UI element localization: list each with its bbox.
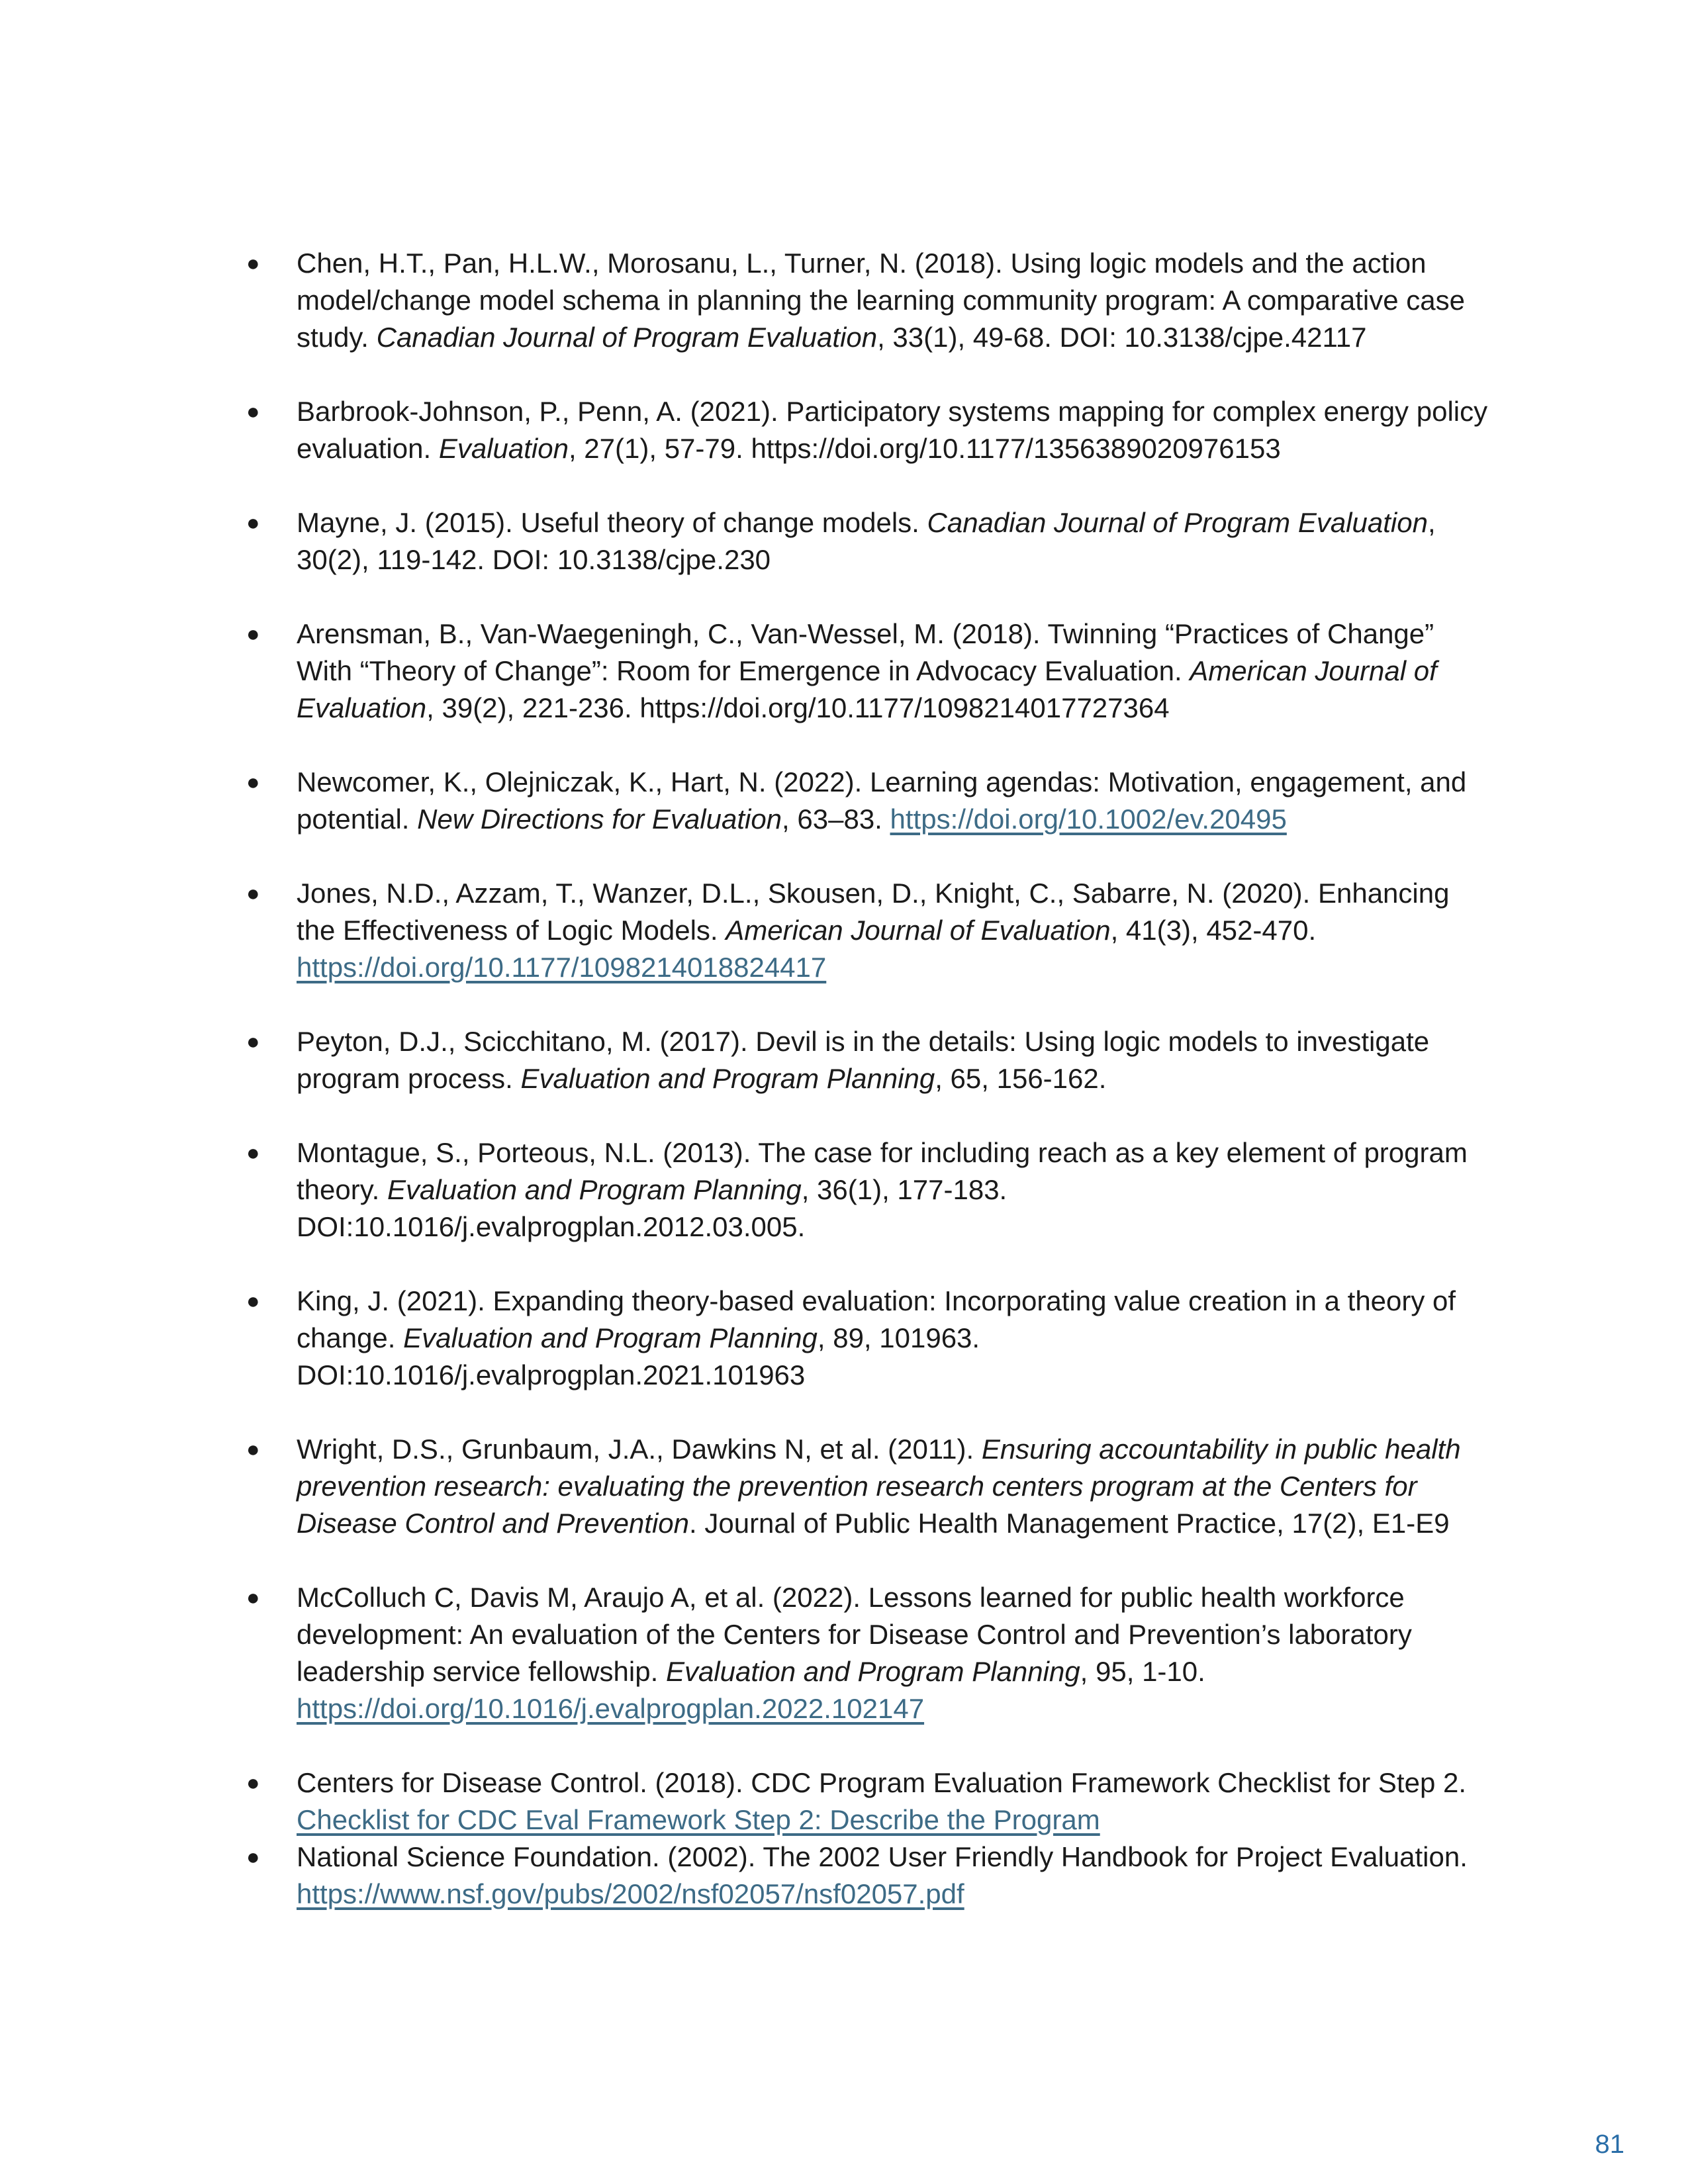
reference-link[interactable]: https://doi.org/10.1002/ev.20495 — [890, 803, 1287, 835]
bullet-icon: ● — [246, 1140, 260, 1165]
reference-details: , 33(1), 49-68. DOI: 10.3138/cjpe.42117 — [877, 322, 1367, 353]
reference-text: Centers for Disease Control. (2018). CDC Program Evaluation Framework Checklist for Step 2. — [297, 1767, 1466, 1798]
reference-link[interactable]: https://doi.org/10.1177/1098214018824417 — [297, 952, 827, 983]
reference-text: McColluch C, Davis M, Araujo A, et al. (2022). Lessons learned for public health workforce development: An evaluation of the Centers for Disease Control and Prevention’s laboratory leadership service fellowship. — [297, 1582, 1412, 1687]
reference-link[interactable]: Checklist for CDC Eval Framework Step 2: Describe the Program — [297, 1804, 1100, 1835]
bullet-icon: ● — [246, 1029, 260, 1054]
reference-text: Chen, H.T., Pan, H.L.W., Morosanu, L., Turner, N. (2018). Using logic models and the action model/change model schema in planning the learning community program: A comparative case study. — [297, 248, 1465, 353]
reference-text: King, J. (2021). Expanding theory-based evaluation: Incorporating value creation in a theory of change. — [297, 1285, 1456, 1353]
reference-item — [246, 1283, 1491, 1394]
bullet-icon: ● — [246, 1289, 260, 1314]
reference-item — [246, 875, 1491, 986]
reference-link[interactable]: https://www.nsf.gov/pubs/2002/nsf02057/nsf02057.pdf — [297, 1878, 964, 1909]
reference-source: American Journal of Evaluation — [726, 915, 1111, 946]
reference-details: , 89, 101963. DOI:10.1016/j.evalprogplan.2021.101963 — [297, 1322, 980, 1390]
reference-text: Barbrook-Johnson, P., Penn, A. (2021). Participatory systems mapping for complex energy policy evaluation. — [297, 396, 1488, 464]
reference-item — [246, 1023, 1491, 1097]
reference-details: , 30(2), 119-142. DOI: 10.3138/cjpe.230 — [297, 507, 1436, 575]
reference-source: Evaluation and Program Planning — [403, 1322, 818, 1353]
reference-text: Jones, N.D., Azzam, T., Wanzer, D.L., Skousen, D., Knight, C., Sabarre, N. (2020). Enhancing the Effectiveness of Logic Models. — [297, 878, 1450, 946]
reference-item — [246, 1579, 1491, 1727]
reference-item — [246, 1431, 1491, 1542]
reference-item — [246, 1134, 1491, 1246]
bullet-icon: ● — [246, 621, 260, 647]
reference-text: Newcomer, K., Olejniczak, K., Hart, N. (2022). Learning agendas: Motivation, engagement, and potential. — [297, 766, 1467, 835]
reference-item — [246, 1839, 1491, 1913]
reference-details: , 95, 1-10. — [1080, 1656, 1205, 1687]
reference-text: Peyton, D.J., Scicchitano, M. (2017). Devil is in the details: Using logic models to investigate program process. — [297, 1026, 1430, 1094]
reference-source: Evaluation and Program Planning — [387, 1174, 802, 1205]
reference-details: , 27(1), 57-79. https://doi.org/10.1177/1356389020976153 — [568, 433, 1281, 464]
reference-source: American Journal of Evaluation — [297, 655, 1437, 723]
bullet-icon: ● — [246, 1437, 260, 1462]
bullet-icon: ● — [246, 510, 260, 535]
bullet-icon: ● — [246, 251, 260, 276]
bullet-icon: ● — [246, 881, 260, 906]
reference-item — [246, 615, 1491, 727]
reference-item — [246, 1764, 1491, 1839]
reference-source: Canadian Journal of Program Evaluation — [376, 322, 878, 353]
reference-source: New Directions for Evaluation — [417, 803, 782, 835]
reference-text: Mayne, J. (2015). Useful theory of change models. — [297, 507, 927, 538]
reference-item — [246, 764, 1491, 838]
reference-text: National Science Foundation. (2002). The 2002 User Friendly Handbook for Project Evaluation. — [297, 1841, 1468, 1872]
bullet-icon: ● — [246, 1585, 260, 1610]
reference-source: Ensuring accountability in public health prevention research: evaluating the prevention research centers program at the Centers for Disease Control and Prevention — [297, 1433, 1461, 1539]
bullet-icon: ● — [246, 1770, 260, 1796]
reference-link[interactable]: https://doi.org/10.1016/j.evalprogplan.2022.102147 — [297, 1693, 925, 1724]
reference-details: . Journal of Public Health Management Practice, 17(2), E1-E9 — [689, 1508, 1450, 1539]
reference-list — [246, 245, 1491, 1950]
reference-source: Canadian Journal of Program Evaluation — [927, 507, 1428, 538]
reference-text: Arensman, B., Van-Waegeningh, C., Van-Wessel, M. (2018). Twinning “Practices of Change” With “Theory of Change”: Room for Emergence in Advocacy Evaluation. — [297, 618, 1434, 686]
reference-details: , 65, 156-162. — [935, 1063, 1107, 1094]
reference-details: , 41(3), 452-470. — [1110, 915, 1317, 946]
reference-item — [246, 504, 1491, 578]
bullet-icon: ● — [246, 770, 260, 795]
reference-source: Evaluation and Program Planning — [665, 1656, 1080, 1687]
bullet-icon: ● — [246, 1844, 260, 1870]
bullet-icon: ● — [246, 399, 260, 424]
reference-text: Wright, D.S., Grunbaum, J.A., Dawkins N, et al. (2011). — [297, 1433, 982, 1465]
reference-source: Evaluation and Program Planning — [520, 1063, 935, 1094]
reference-source: Evaluation — [438, 433, 569, 464]
reference-details: , 36(1), 177-183. DOI:10.1016/j.evalprogplan.2012.03.005. — [297, 1174, 1008, 1242]
reference-item — [246, 245, 1491, 356]
reference-details: , 39(2), 221-236. https://doi.org/10.1177/1098214017727364 — [426, 692, 1170, 723]
reference-text: Montague, S., Porteous, N.L. (2013). The case for including reach as a key element of program theory. — [297, 1137, 1468, 1205]
reference-details: , 63–83. — [782, 803, 890, 835]
reference-item — [246, 393, 1491, 467]
page-number: 81 — [1595, 2130, 1624, 2159]
